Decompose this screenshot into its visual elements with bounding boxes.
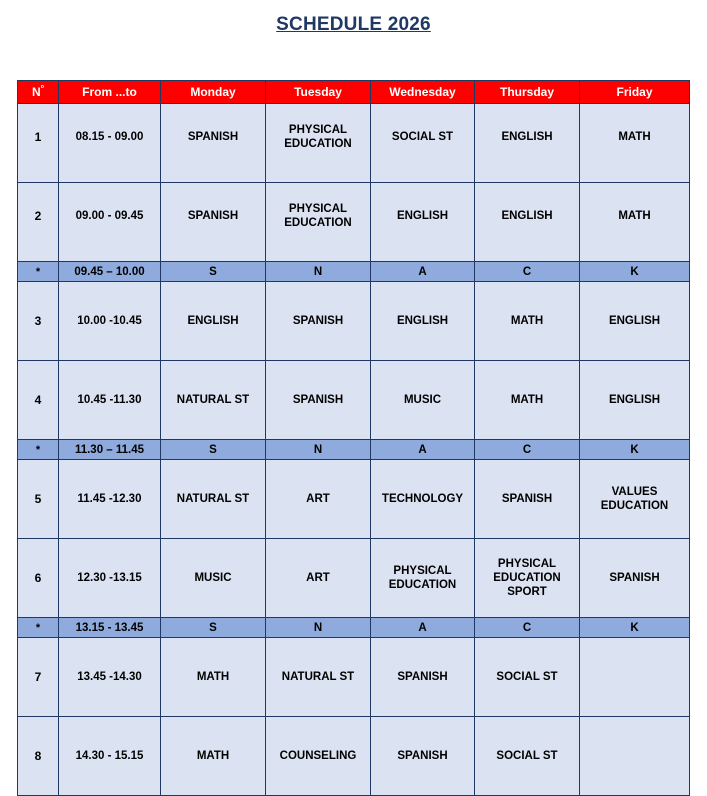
cell-subject-tuesday: N — [266, 262, 371, 282]
cell-time-range — [59, 361, 161, 440]
cell-subject-wednesday — [371, 104, 475, 183]
table-row — [18, 717, 690, 796]
cell-subject-thursday — [475, 638, 580, 717]
cell-subject-text: SOCIAL ST — [496, 750, 558, 762]
cell-time-range: 13.15 - 13.45 — [59, 618, 161, 638]
cell-subject-tuesday: N — [266, 618, 371, 638]
cell-subject-thursday — [475, 361, 580, 440]
cell-subject-text: ENGLISH — [501, 131, 553, 143]
cell-subject-text: MUSIC — [194, 572, 232, 584]
cell-subject-text: VALUES EDUCATION — [600, 486, 669, 512]
cell-subject-monday — [161, 282, 266, 361]
header-row — [18, 81, 690, 104]
cell-subject-friday — [580, 183, 690, 262]
cell-time-range-text: 13.45 -14.30 — [77, 671, 142, 683]
cell-subject-text: SPANISH — [609, 572, 660, 584]
table-row — [18, 183, 690, 262]
column-header-number-label: N — [32, 84, 41, 99]
cell-subject-text: PHYSICAL EDUCATION — [284, 124, 352, 150]
table-row — [18, 361, 690, 440]
cell-subject-tuesday: N — [266, 440, 371, 460]
cell-subject-text: ART — [306, 493, 330, 505]
column-header-monday: Monday — [161, 81, 266, 104]
cell-subject-tuesday — [266, 717, 371, 796]
cell-subject-monday — [161, 717, 266, 796]
cell-subject-text: ENGLISH — [501, 210, 553, 222]
cell-subject-friday: K — [580, 618, 690, 638]
cell-time-range-text: 10.45 -11.30 — [77, 394, 142, 406]
cell-subject-friday — [580, 361, 690, 440]
cell-time-range — [59, 104, 161, 183]
cell-subject-text: ENGLISH — [396, 210, 449, 222]
break-row — [18, 262, 690, 282]
cell-time-range-text: 12.30 -13.15 — [77, 572, 142, 584]
cell-subject-text: SPANISH — [292, 315, 344, 327]
cell-subject-text: MATH — [618, 210, 651, 222]
cell-subject-thursday — [475, 104, 580, 183]
cell-subject-tuesday — [266, 638, 371, 717]
cell-subject-text: MATH — [196, 671, 230, 683]
cell-period-number — [18, 104, 59, 183]
cell-subject-text: ENGLISH — [608, 394, 661, 406]
cell-subject-tuesday — [266, 460, 371, 539]
cell-period-number: * — [18, 618, 59, 638]
break-row — [18, 440, 690, 460]
cell-subject-text: SOCIAL ST — [391, 131, 454, 143]
cell-subject-tuesday — [266, 104, 371, 183]
cell-subject-monday — [161, 539, 266, 618]
cell-subject-thursday — [475, 282, 580, 361]
cell-subject-text: ENGLISH — [608, 315, 661, 327]
break-row — [18, 618, 690, 638]
cell-subject-thursday: C — [475, 440, 580, 460]
schedule-table — [17, 80, 690, 796]
cell-period-number — [18, 183, 59, 262]
cell-time-range: 11.30 – 11.45 — [59, 440, 161, 460]
cell-subject-text: SOCIAL ST — [496, 671, 558, 683]
cell-time-range-text: 11.45 -12.30 — [77, 493, 142, 505]
cell-subject-thursday: C — [475, 262, 580, 282]
cell-time-range — [59, 638, 161, 717]
column-header-tuesday: Tuesday — [266, 81, 371, 104]
table-row — [18, 104, 690, 183]
cell-subject-text: SPANISH — [501, 493, 553, 505]
cell-time-range — [59, 460, 161, 539]
cell-subject-monday — [161, 361, 266, 440]
cell-subject-friday — [580, 638, 690, 717]
cell-subject-tuesday — [266, 282, 371, 361]
cell-subject-wednesday: A — [371, 440, 475, 460]
cell-subject-wednesday — [371, 361, 475, 440]
cell-subject-text: COUNSELING — [279, 750, 357, 762]
cell-time-range — [59, 539, 161, 618]
table-body — [18, 104, 690, 796]
cell-period-number — [18, 717, 59, 796]
column-header-number — [18, 81, 59, 104]
cell-subject-text: NATURAL ST — [176, 493, 250, 505]
cell-subject-text: NATURAL ST — [281, 671, 355, 683]
cell-subject-text: NATURAL ST — [176, 394, 250, 406]
cell-subject-text: ENGLISH — [396, 315, 449, 327]
cell-subject-thursday — [475, 539, 580, 618]
cell-subject-tuesday — [266, 183, 371, 262]
cell-subject-text: MATH — [618, 131, 651, 143]
cell-period-number-text: 3 — [34, 314, 42, 328]
cell-subject-wednesday — [371, 183, 475, 262]
cell-period-number: * — [18, 262, 59, 282]
cell-subject-friday — [580, 539, 690, 618]
column-header-friday: Friday — [580, 81, 690, 104]
cell-subject-text: SPANISH — [187, 131, 239, 143]
cell-period-number — [18, 638, 59, 717]
cell-period-number — [18, 460, 59, 539]
column-header-time: From ...to — [59, 81, 161, 104]
cell-time-range — [59, 282, 161, 361]
cell-time-range-text: 09.00 - 09.45 — [75, 210, 144, 222]
cell-subject-tuesday — [266, 361, 371, 440]
cell-subject-wednesday: A — [371, 262, 475, 282]
ordinal-indicator-icon: º — [40, 82, 44, 93]
cell-subject-friday: K — [580, 440, 690, 460]
cell-period-number-text: 4 — [34, 393, 42, 407]
cell-subject-text: PHYSICAL EDUCATION — [388, 565, 457, 591]
cell-time-range — [59, 717, 161, 796]
cell-subject-wednesday: A — [371, 618, 475, 638]
cell-time-range-text: 10.00 -10.45 — [77, 315, 142, 327]
cell-subject-monday: S — [161, 618, 266, 638]
cell-subject-wednesday — [371, 717, 475, 796]
cell-subject-wednesday — [371, 282, 475, 361]
cell-period-number — [18, 361, 59, 440]
cell-subject-friday — [580, 282, 690, 361]
cell-subject-text: SPANISH — [397, 750, 448, 762]
cell-subject-text: MATH — [510, 394, 544, 406]
cell-subject-monday — [161, 183, 266, 262]
cell-subject-wednesday — [371, 460, 475, 539]
cell-subject-thursday — [475, 717, 580, 796]
cell-subject-text: SPANISH — [292, 394, 344, 406]
cell-subject-text: ENGLISH — [187, 315, 239, 327]
cell-subject-wednesday — [371, 638, 475, 717]
cell-period-number-text: 7 — [34, 670, 42, 684]
table-row — [18, 539, 690, 618]
cell-period-number-text: 5 — [34, 492, 42, 506]
cell-period-number-text: 6 — [34, 571, 42, 585]
cell-subject-monday: S — [161, 440, 266, 460]
cell-time-range-text: 14.30 - 15.15 — [75, 750, 144, 762]
cell-period-number-text: 8 — [34, 749, 42, 763]
table-header — [18, 81, 690, 104]
table-row — [18, 282, 690, 361]
cell-subject-text: MUSIC — [403, 394, 442, 406]
cell-subject-text: PHYSICAL EDUCATION — [284, 203, 352, 229]
cell-subject-friday — [580, 460, 690, 539]
cell-subject-text: SPANISH — [187, 210, 239, 222]
cell-period-number-text: 1 — [34, 130, 42, 144]
cell-subject-monday — [161, 638, 266, 717]
cell-time-range — [59, 183, 161, 262]
cell-period-number-text: 2 — [34, 209, 42, 223]
cell-subject-wednesday — [371, 539, 475, 618]
cell-subject-tuesday — [266, 539, 371, 618]
cell-subject-thursday — [475, 183, 580, 262]
table-row — [18, 638, 690, 717]
cell-subject-text: MATH — [510, 315, 544, 327]
table-row — [18, 460, 690, 539]
cell-period-number — [18, 282, 59, 361]
cell-subject-text: PHYSICAL EDUCATION SPORT — [493, 558, 561, 598]
cell-subject-thursday — [475, 460, 580, 539]
page-title-text: SCHEDULE 2026 — [276, 14, 431, 35]
cell-subject-monday — [161, 104, 266, 183]
cell-subject-text: ART — [306, 572, 330, 584]
cell-subject-text: SPANISH — [397, 671, 448, 683]
cell-subject-friday — [580, 717, 690, 796]
cell-subject-friday — [580, 104, 690, 183]
cell-subject-monday — [161, 460, 266, 539]
cell-time-range: 09.45 – 10.00 — [59, 262, 161, 282]
cell-subject-monday: S — [161, 262, 266, 282]
page-title — [0, 14, 707, 36]
cell-subject-text: MATH — [196, 750, 230, 762]
cell-period-number — [18, 539, 59, 618]
cell-subject-friday: K — [580, 262, 690, 282]
cell-time-range-text: 08.15 - 09.00 — [75, 131, 144, 143]
cell-subject-thursday: C — [475, 618, 580, 638]
cell-period-number: * — [18, 440, 59, 460]
schedule-table-container — [17, 80, 689, 796]
column-header-thursday: Thursday — [475, 81, 580, 104]
cell-subject-text: TECHNOLOGY — [381, 493, 464, 505]
column-header-wednesday: Wednesday — [371, 81, 475, 104]
